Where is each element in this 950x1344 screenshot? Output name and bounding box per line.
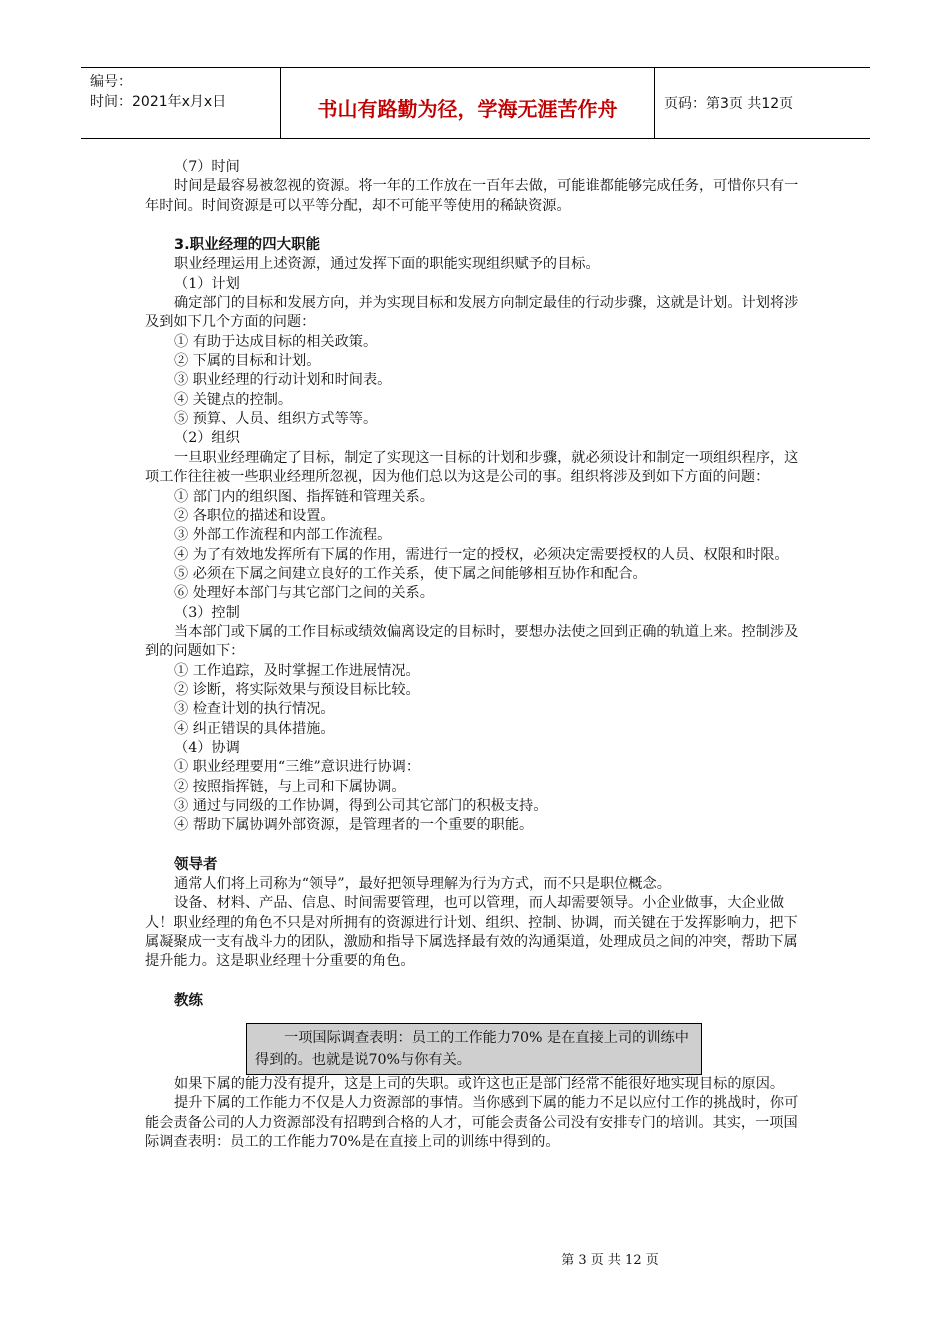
list-item: ④ 关键点的控制。: [174, 391, 293, 408]
list-item: ② 诊断，将实际效果与预设目标比较。: [174, 681, 420, 698]
paragraph: 设备、材料、产品、信息、时间需要管理，也可以管理，而人却需要领导。小企业做事，大企业做人！职业经理的角色不只是对所拥有的资源进行计划、组织、控制、协调，而关键在于发挥影响力，把下属凝聚成一支有战斗力的团队，激励和指导下属选择最有效的沟通渠道，处理成员之间的冲突，帮助下属提升能力。这是职业经理十分重要的角色。: [145, 895, 798, 970]
list-item: ① 部门内的组织图、指挥链和管理关系。: [174, 488, 434, 505]
callout-text: 一项国际调查表明：员工的工作能力70% 是在直接上司的训练中得到的。也就是说70%与你有关。: [255, 1030, 689, 1069]
paragraph: （4）协调: [174, 739, 240, 756]
section-heading: 领导者: [174, 856, 218, 873]
paragraph: （1）计划: [174, 275, 240, 292]
callout-box: [246, 1023, 702, 1075]
document-body: [145, 158, 809, 1152]
list-item: ④ 为了有效地发挥所有下属的作用，需进行一定的授权，必须决定需要授权的人员、权限和时限。: [174, 546, 789, 563]
paragraph: （3）控制: [174, 604, 240, 621]
list-item: ③ 通过与同级的工作协调，得到公司其它部门的积极支持。: [174, 798, 548, 814]
list-item: ③ 职业经理的行动计划和时间表。: [174, 372, 392, 389]
page-footer: [0, 1249, 950, 1268]
paragraph: （2）组织: [174, 430, 240, 447]
motto: 书山有路勤为径，学海无涯苦作舟: [281, 68, 655, 138]
list-item: ① 工作追踪，及时掌握工作进展情况。: [174, 662, 420, 679]
list-item: ⑤ 必须在下属之间建立良好的工作关系，使下属之间能够相互协作和配合。: [174, 565, 647, 582]
list-item: ① 职业经理要用“三维”意识进行协调：: [174, 759, 421, 776]
list-item: ⑥ 处理好本部门与其它部门之间的关系。: [174, 585, 434, 602]
paragraph: 如果下属的能力没有提升，这是上司的失职。或许这也正是部门经常不能很好地实现目标的原因。: [174, 1076, 785, 1093]
time-label: 时间：2021年x月x日: [90, 94, 227, 110]
list-item: ⑤ 预算、人员、组织方式等等。: [174, 411, 378, 428]
code-label: 编号：: [90, 74, 132, 90]
paragraph: 确定部门的目标和发展方向，并为实现目标和发展方向制定最佳的行动步骤，这就是计划。计划将涉及到如下几个方面的问题：: [145, 295, 799, 331]
section-heading: 3.职业经理的四大职能: [174, 237, 321, 254]
list-item: ① 有助于达成目标的相关政策。: [174, 333, 378, 350]
list-item: ③ 外部工作流程和内部工作流程。: [174, 527, 392, 544]
list-item: ② 下属的目标和计划。: [174, 353, 321, 370]
section-heading: 教练: [174, 992, 203, 1009]
list-item: ④ 纠正错误的具体措施。: [174, 720, 335, 737]
page-header: [81, 67, 870, 139]
paragraph: 通常人们将上司称为“领导”，最好把领导理解为行为方式，而不只是职位概念。: [174, 876, 671, 893]
paragraph: 当本部门或下属的工作目标或绩效偏离设定的目标时，要想办法使之回到正确的轨道上来。控制涉及到的问题如下：: [145, 623, 799, 660]
list-item: ④ 帮助下属协调外部资源，是管理者的一个重要的职能。: [174, 817, 534, 834]
list-item: ③ 检查计划的执行情况。: [174, 701, 335, 718]
list-item: ② 按照指挥链，与上司和下属协调。: [174, 778, 406, 795]
page-info: 页码：第3页 共12页: [664, 96, 794, 112]
paragraph: 一旦职业经理确定了目标，制定了实现这一目标的计划和步骤，就必须设计和制定一项组织程序，这项工作往往被一些职业经理所忽视，因为他们总以为这是公司的事。组织将涉及到如下方面的问题：: [145, 449, 799, 486]
list-item: ② 各职位的描述和设置。: [174, 507, 335, 524]
paragraph: （7）时间: [174, 159, 240, 175]
paragraph: 职业经理运用上述资源，通过发挥下面的职能实现组织赋予的目标。: [174, 256, 600, 273]
footer-page-number: 第 3 页 共 12 页: [561, 1253, 659, 1268]
paragraph: 时间是最容易被忽视的资源。将一年的工作放在一百年去做，可能谁都能够完成任务，可惜你只有一年时间。时间资源是可以平等分配，却不可能平等使用的稀缺资源。: [145, 178, 799, 214]
paragraph: 提升下属的工作能力不仅是人力资源部的事情。当你感到下属的能力不足以应付工作的挑战时，你可能会责备公司的人力资源部没有招聘到合格的人才，可能会责备公司没有安排专门的培训。其实，一项国际调查表明：员工的工作能力70%是在直接上司的训练中得到的。: [145, 1095, 799, 1151]
header-left-cell: [81, 68, 281, 138]
callout-wrapper: [145, 1023, 809, 1075]
